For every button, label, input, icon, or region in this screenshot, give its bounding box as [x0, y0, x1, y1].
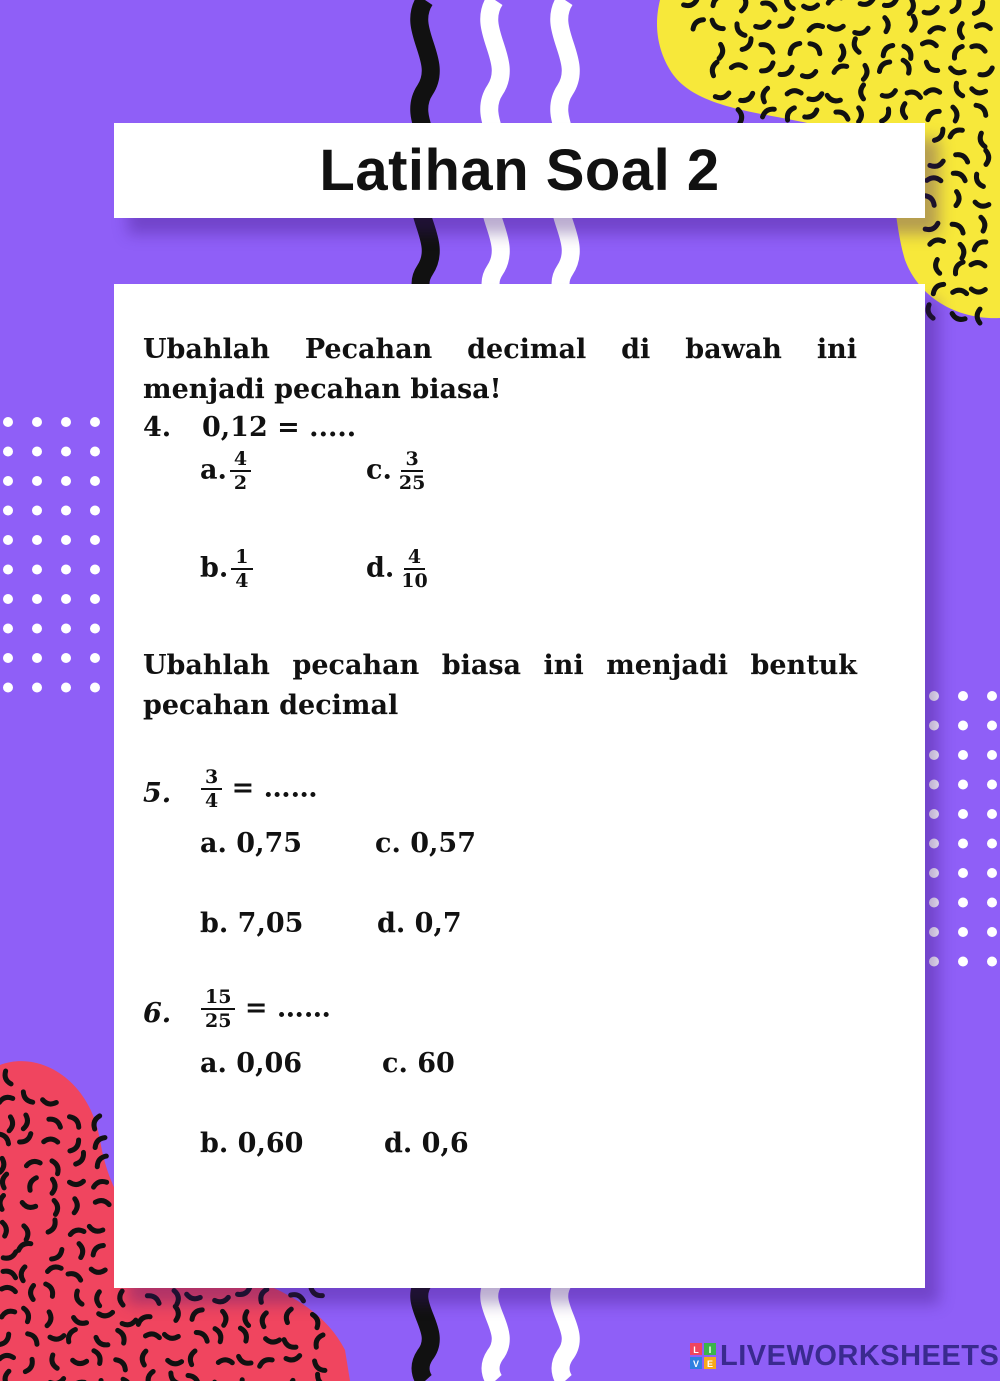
dot-mark [32, 506, 42, 516]
q5-option-d[interactable]: d. 0,7 [377, 908, 462, 939]
page-title: Latihan Soal 2 [319, 138, 720, 203]
q4-option-a-fraction [230, 448, 251, 494]
numerator: 15 [201, 986, 235, 1010]
instruction-decimal-to-fraction: Ubahlah Pecahan decimal di bawah ini menjadi pecahan biasa! [143, 334, 857, 405]
dot-mark [61, 624, 71, 634]
dot-mark [929, 868, 939, 878]
logo-icon-letter: L [693, 1345, 699, 1355]
dot-mark [958, 898, 968, 908]
dot-mark [958, 691, 968, 701]
dot-mark [90, 653, 100, 663]
q6-option-a[interactable]: a. 0,06 [200, 1048, 303, 1079]
dot-mark [61, 447, 71, 457]
logo-icon-letter: E [706, 1359, 714, 1369]
question-5-suffix: = …… [231, 772, 318, 804]
logo-icon-letter: V [692, 1359, 700, 1369]
question-5-fraction [201, 766, 222, 812]
dot-mark [61, 476, 71, 486]
numerator: 4 [404, 546, 425, 570]
dot-mark [32, 417, 42, 427]
question-6-number: 6. [143, 998, 172, 1029]
q4-option-c[interactable] [366, 448, 429, 494]
numerator: 3 [401, 448, 422, 472]
numerator: 4 [230, 448, 251, 472]
dot-mark [987, 839, 997, 849]
q4-option-b-label: b. [200, 552, 229, 584]
dot-mark [90, 506, 100, 516]
squiggle-mark [218, 1360, 232, 1363]
squiggle-mark [959, 24, 962, 38]
squiggle-mark [44, 1139, 58, 1142]
dot-mark [987, 927, 997, 937]
squiggle-mark [97, 1292, 100, 1306]
dot-mark [32, 565, 42, 575]
dot-mark [32, 535, 42, 545]
squiggle-mark [986, 150, 989, 164]
liveworksheets-logo[interactable] [690, 1340, 999, 1372]
squiggle-mark [859, 108, 862, 122]
q4-option-a-label: a. [200, 454, 227, 486]
dot-mark [987, 957, 997, 967]
dot-mark [958, 809, 968, 819]
squiggle-mark [971, 289, 985, 292]
question-6-fraction [201, 986, 235, 1032]
worksheet-card [114, 284, 925, 1288]
dot-mark [32, 624, 42, 634]
q4-option-d-label: d. [366, 552, 395, 584]
q6-option-b[interactable]: b. 0,60 [200, 1128, 304, 1159]
dot-mark [3, 565, 13, 575]
dot-mark [32, 683, 42, 693]
question-6-suffix: = …… [244, 992, 331, 1024]
title-card [114, 123, 925, 218]
dot-mark [32, 476, 42, 486]
q5-option-a[interactable]: a. 0,75 [200, 828, 303, 859]
dot-mark [90, 417, 100, 427]
squiggle-mark [311, 1288, 322, 1296]
dot-mark [929, 780, 939, 790]
dot-mark [3, 594, 13, 604]
dot-mark [61, 683, 71, 693]
dot-mark [987, 721, 997, 731]
question-5-number: 5. [143, 778, 172, 809]
dot-mark [3, 535, 13, 545]
dot-mark [3, 447, 13, 457]
dot-mark [958, 780, 968, 790]
logo-icon-letter: I [708, 1345, 712, 1355]
dot-mark [3, 417, 13, 427]
q4-option-c-label: c. [366, 454, 392, 486]
dot-mark [61, 535, 71, 545]
dot-mark [987, 780, 997, 790]
dot-mark [929, 809, 939, 819]
dot-mark [61, 506, 71, 516]
dot-mark [90, 683, 100, 693]
denominator: 2 [233, 472, 248, 494]
wavy-line-white-bottom-2 [559, 1280, 571, 1381]
q4-option-b-fraction [231, 546, 252, 592]
dot-mark [987, 868, 997, 878]
dot-mark [90, 565, 100, 575]
squiggle-mark [977, 309, 980, 323]
numerator: 1 [231, 546, 252, 570]
question-4-number: 4. [143, 412, 172, 443]
dot-mark [3, 476, 13, 486]
squiggle-mark [738, 110, 742, 124]
squiggle-mark [829, 26, 843, 29]
denominator: 4 [235, 570, 249, 592]
q5-option-b[interactable]: b. 7,05 [200, 908, 304, 939]
dot-mark [61, 653, 71, 663]
denominator: 25 [398, 472, 426, 494]
squiggle-mark [731, 65, 745, 68]
dot-mark [987, 898, 997, 908]
wavy-line-black-bottom [419, 1280, 431, 1381]
q4-option-d[interactable] [366, 546, 432, 592]
dot-mark [929, 839, 939, 849]
q4-option-b[interactable] [200, 546, 253, 592]
dot-mark [929, 927, 939, 937]
dot-mark [61, 565, 71, 575]
q4-option-d-fraction [397, 546, 431, 592]
dots-pattern-left [3, 417, 100, 693]
dot-mark [929, 898, 939, 908]
dot-mark [3, 683, 13, 693]
dot-mark [987, 750, 997, 760]
q4-option-c-fraction [395, 448, 429, 494]
wavy-line-white-bottom-1 [489, 1280, 501, 1381]
squiggle-mark [927, 178, 941, 181]
squiggle-mark [861, 85, 864, 99]
dot-mark [90, 535, 100, 545]
dot-mark [929, 750, 939, 760]
denominator: 10 [401, 570, 428, 592]
dot-mark [61, 594, 71, 604]
q6-option-c[interactable]: c. 60 [382, 1048, 455, 1079]
question-4-text: 0,12 = ..... [202, 412, 357, 443]
dot-mark [3, 624, 13, 634]
dot-mark [3, 506, 13, 516]
numerator: 3 [201, 766, 222, 790]
dot-mark [90, 476, 100, 486]
dot-mark [61, 417, 71, 427]
liveworksheets-logo-icon [690, 1343, 716, 1369]
dot-mark [958, 868, 968, 878]
instruction-fraction-to-decimal: Ubahlah pecahan biasa ini menjadi bentuk pecahan decimal [143, 650, 857, 721]
squiggle-mark [952, 314, 965, 320]
dot-mark [958, 927, 968, 937]
q5-option-c[interactable]: c. 0,57 [375, 828, 476, 859]
squiggle-mark [52, 1179, 55, 1193]
dot-mark [3, 653, 13, 663]
squiggle-mark [928, 305, 933, 318]
dot-mark [32, 447, 42, 457]
question-6-expression [198, 986, 331, 1032]
question-5-expression [198, 766, 318, 812]
q4-option-a[interactable] [200, 448, 251, 494]
dot-mark [90, 447, 100, 457]
q6-option-d[interactable]: d. 0,6 [384, 1128, 469, 1159]
dot-mark [958, 750, 968, 760]
squiggle-mark [31, 1285, 34, 1299]
dot-mark [958, 957, 968, 967]
dot-mark [32, 653, 42, 663]
dot-mark [929, 721, 939, 731]
dot-mark [90, 624, 100, 634]
dot-mark [987, 809, 997, 819]
denominator: 25 [205, 1010, 232, 1032]
dot-mark [32, 594, 42, 604]
dot-mark [929, 957, 939, 967]
dot-mark [958, 839, 968, 849]
dot-mark [958, 721, 968, 731]
denominator: 4 [205, 790, 219, 812]
dot-mark [929, 691, 939, 701]
dots-pattern-right [929, 691, 997, 967]
dot-mark [987, 691, 997, 701]
dot-mark [90, 594, 100, 604]
liveworksheets-logo-text: LIVEWORKSHEETS [720, 1339, 1000, 1372]
